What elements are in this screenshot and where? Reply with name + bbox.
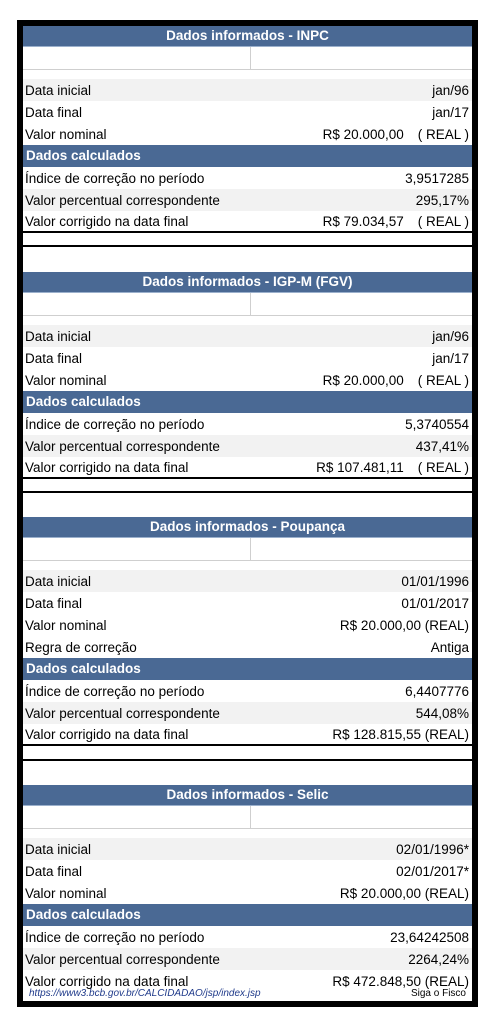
row-valor-nominal: Valor nominal R$ 20.000,00 ( REAL ) xyxy=(25,372,469,388)
percentual-value: 544,08% xyxy=(415,705,469,721)
results-panel xyxy=(17,20,478,1007)
row-valor-nominal: Valor nominal R$ 20.000,00 ( REAL ) xyxy=(25,126,469,142)
row-data-inicial: Data inicial 02/01/1996* xyxy=(23,838,472,860)
data-final-value: jan/17 xyxy=(432,350,469,366)
row-percentual: Valor percentual correspondente 2264,24% xyxy=(23,948,472,970)
indice-value: 5,3740554 xyxy=(405,416,469,432)
valor-nominal-value: R$ 20.000,00 (REAL) xyxy=(339,617,469,633)
valor-nominal-value: R$ 20.000,00 (REAL) xyxy=(339,885,469,901)
section-title: Dados informados - IGP-M (FGV) xyxy=(23,272,472,293)
row-data-inicial: Data inicial jan/96 xyxy=(23,325,472,347)
blank-row xyxy=(23,538,472,561)
row-data-final: Data final jan/17 xyxy=(25,350,469,366)
section-igpm xyxy=(23,272,472,479)
row-percentual: Valor percentual correspondente 437,41% xyxy=(23,435,472,457)
row-percentual: Valor percentual correspondente 295,17% xyxy=(23,189,472,211)
data-inicial-value: 02/01/1996* xyxy=(396,841,469,857)
calc-header: Dados calculados xyxy=(23,391,472,413)
corrigido-value: R$ 79.034,57 ( REAL ) xyxy=(322,213,469,229)
row-indice: Índice de correção no período 6,4407776 xyxy=(25,683,469,699)
row-data-final: Data final jan/17 xyxy=(25,104,469,120)
section-inpc xyxy=(23,26,472,233)
section-selic xyxy=(23,785,472,992)
corrigido-value: R$ 472.848,50 (REAL) xyxy=(332,973,469,989)
blank-row xyxy=(23,293,472,316)
results-content xyxy=(23,26,472,1001)
row-corrigido: Valor corrigido na data final R$ 128.815,55 (REAL) xyxy=(23,724,472,746)
data-final-value: 02/01/2017* xyxy=(396,863,469,879)
row-corrigido: Valor corrigido na data final R$ 472.848,50 (REAL) xyxy=(25,973,469,989)
calc-header: Dados calculados xyxy=(23,658,472,680)
valor-nominal-value: R$ 20.000,00 ( REAL ) xyxy=(322,372,469,388)
indice-value: 23,64242508 xyxy=(390,929,469,945)
section-poupanca xyxy=(23,517,472,746)
percentual-value: 437,41% xyxy=(415,438,469,454)
data-final-value: 01/01/2017 xyxy=(401,595,469,611)
indice-value: 3,9517285 xyxy=(405,170,469,186)
row-valor-nominal: Valor nominal R$ 20.000,00 (REAL) xyxy=(25,885,469,901)
valor-nominal-value: R$ 20.000,00 ( REAL ) xyxy=(322,126,469,142)
row-data-final: Data final 01/01/2017 xyxy=(25,595,469,611)
data-inicial-value: 01/01/1996 xyxy=(401,573,469,589)
brand-label: Siga o Fisco xyxy=(410,988,466,999)
corrigido-value: R$ 128.815,55 (REAL) xyxy=(332,726,469,742)
row-data-final: Data final 02/01/2017* xyxy=(25,863,469,879)
row-indice: Índice de correção no período 5,3740554 xyxy=(25,416,469,432)
row-data-inicial: Data inicial jan/96 xyxy=(23,79,472,101)
blank-row xyxy=(23,806,472,829)
blank-row xyxy=(23,47,472,70)
indice-value: 6,4407776 xyxy=(405,683,469,699)
row-corrigido: Valor corrigido na data final R$ 79.034,57 ( REAL ) xyxy=(23,211,472,233)
section-title: Dados informados - INPC xyxy=(23,26,472,47)
section-title: Dados informados - Poupança xyxy=(23,517,472,538)
data-final-value: jan/17 xyxy=(432,104,469,120)
row-corrigido: Valor corrigido na data final R$ 107.481,11 ( REAL ) xyxy=(23,457,472,479)
percentual-value: 2264,24% xyxy=(408,951,469,967)
row-valor-nominal: Valor nominal R$ 20.000,00 (REAL) xyxy=(25,617,469,633)
data-inicial-value: jan/96 xyxy=(432,328,469,344)
calc-header: Dados calculados xyxy=(23,904,472,926)
data-inicial-value: jan/96 xyxy=(432,82,469,98)
calc-header: Dados calculados xyxy=(23,145,472,167)
percentual-value: 295,17% xyxy=(415,192,469,208)
regra-value: Antiga xyxy=(430,639,469,655)
corrigido-value: R$ 107.481,11 ( REAL ) xyxy=(316,459,469,475)
row-indice: Índice de correção no período 23,64242508 xyxy=(25,929,469,945)
source-link[interactable]: https://www3.bcb.gov.br/CALCIDADAO/jsp/index.jsp xyxy=(29,988,261,999)
row-data-inicial: Data inicial 01/01/1996 xyxy=(23,570,472,592)
footer xyxy=(23,986,472,1001)
row-regra: Regra de correção Antiga xyxy=(25,639,469,655)
row-indice: Índice de correção no período 3,9517285 xyxy=(25,170,469,186)
section-title: Dados informados - Selic xyxy=(23,785,472,806)
row-percentual: Valor percentual correspondente 544,08% xyxy=(23,702,472,724)
